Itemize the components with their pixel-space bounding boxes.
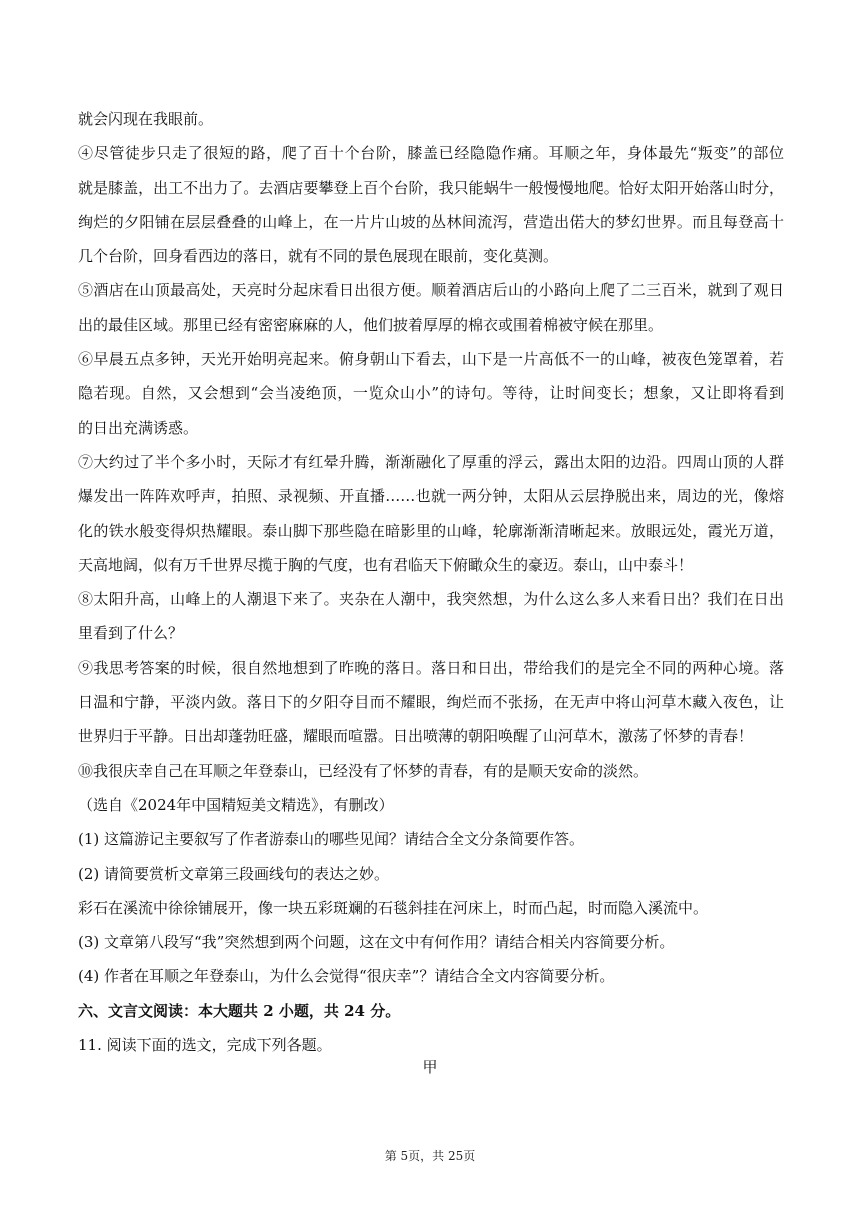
text-line: 几个台阶，回身看西边的落日，就有不同的景色展现在眼前，变化莫测。 bbox=[78, 247, 559, 266]
text-line: 就会闪现在我眼前。 bbox=[78, 110, 214, 128]
text-line: ⑨我思考答案的时候，很自然地想到了昨晚的落日。落日和日出，带给我们的是完全不同的两种心境。落 bbox=[78, 658, 784, 677]
text-line: (2) 请简要赏析文章第三段画线句的表达之妙。 bbox=[78, 864, 390, 883]
text-line: （选自《2024年中国精短美文精选》，有删改） bbox=[78, 795, 394, 814]
text-line: (1) 这篇游记主要叙写了作者游泰山的哪些见闻？请结合全文分条简要作答。 bbox=[78, 830, 585, 849]
text-line: 的日出充满诱惑。 bbox=[78, 418, 199, 437]
text-line: ⑩我很庆幸自己在耳顺之年登泰山，已经没有了怀梦的青春，有的是顺天安命的淡然。 bbox=[78, 761, 649, 780]
text-line: ⑥早晨五点多钟，天光开始明亮起来。俯身朝山下看去，山下是一片高低不一的山峰，被夜色笼罩着，若 bbox=[78, 350, 784, 369]
text-line: 爆发出一阵阵欢呼声，拍照、录视频、开直播……也就一两分钟，太阳从云层挣脱出来，周边的光，像熔 bbox=[78, 487, 784, 506]
text-line: 就是膝盖，出工不出力了。去酒店要攀登上百个台阶，我只能蜗牛一般慢慢地爬。恰好太阳开始落山时分， bbox=[78, 178, 784, 197]
page-footer: 第 5页，共 25页 bbox=[384, 1149, 476, 1163]
document-body bbox=[78, 102, 784, 1062]
text-line: 化的铁水般变得炽热耀眼。泰山脚下那些隐在暗影里的山峰，轮廓渐渐清晰起来。放眼远处，霞光万道， bbox=[78, 521, 784, 540]
text-line: 里看到了什么？ bbox=[78, 624, 184, 643]
text-line: 隐若现。自然，又会想到“会当凌绝顶，一览众山小”的诗句。等待，让时间变长；想象，又让即将看到 bbox=[78, 384, 784, 403]
text-line: ④尽管徒步只走了很短的路，爬了百十个台阶，膝盖已经隐隐作痛。耳顺之年，身体最先“叛变”的部位 bbox=[78, 144, 784, 163]
text-line: 世界归于平静。日出却蓬勃旺盛，耀眼而喧嚣。日出喷薄的朝阳唤醒了山河草木，激荡了怀梦的青春！ bbox=[78, 727, 754, 746]
text-line: 日温和宁静，平淡内敛。落日下的夕阳夺目而不耀眼，绚烂而不张扬，在无声中将山河草木藏入夜色，让 bbox=[78, 693, 784, 712]
text-line: 绚烂的夕阳铺在层层叠叠的山峰上，在一片片山坡的丛林间流泻，营造出偌大的梦幻世界。而且每登高十 bbox=[78, 212, 784, 231]
text-line: ⑦大约过了半个多小时，天际才有红晕升腾，渐渐融化了厚重的浮云，露出太阳的边沿。四周山顶的人群 bbox=[78, 452, 784, 471]
text-line: ⑧太阳升高，山峰上的人潮退下来了。夹杂在人潮中，我突然想，为什么这么多人来看日出？我们在日出 bbox=[78, 590, 784, 609]
text-line: 出的最佳区域。那里已经有密密麻麻的人，他们披着厚厚的棉衣或围着棉被守候在那里。 bbox=[78, 315, 664, 334]
text-line: 彩石在溪流中徐徐铺展开，像一块五彩斑斓的石毯斜挂在河床上，时而凸起，时而隐入溪流中。 bbox=[78, 898, 709, 917]
section-heading: 六、文言文阅读：本大题共 2 小题，共 24 分。 bbox=[78, 1001, 401, 1020]
text-line: (3) 文章第八段写“我”突然想到两个问题，这在文中有何作用？请结合相关内容简要分析。 bbox=[78, 933, 675, 952]
text-line: ⑤酒店在山顶最高处，天亮时分起床看日出很方便。顺着酒店后山的小路向上爬了二三百米，就到了观日 bbox=[78, 281, 784, 300]
text-line: (4) 作者在耳顺之年登泰山，为什么会觉得“很庆幸”？请结合全文内容简要分析。 bbox=[78, 967, 615, 986]
passage-heading: 甲 bbox=[422, 1058, 438, 1076]
text-line: 天高地阔，似有万千世界尽揽于胸的气度，也有君临天下俯瞰众生的豪迈。泰山，山中泰斗！ bbox=[78, 555, 694, 574]
text-line: 11. 阅读下面的选文，完成下列各题。 bbox=[78, 1036, 332, 1055]
